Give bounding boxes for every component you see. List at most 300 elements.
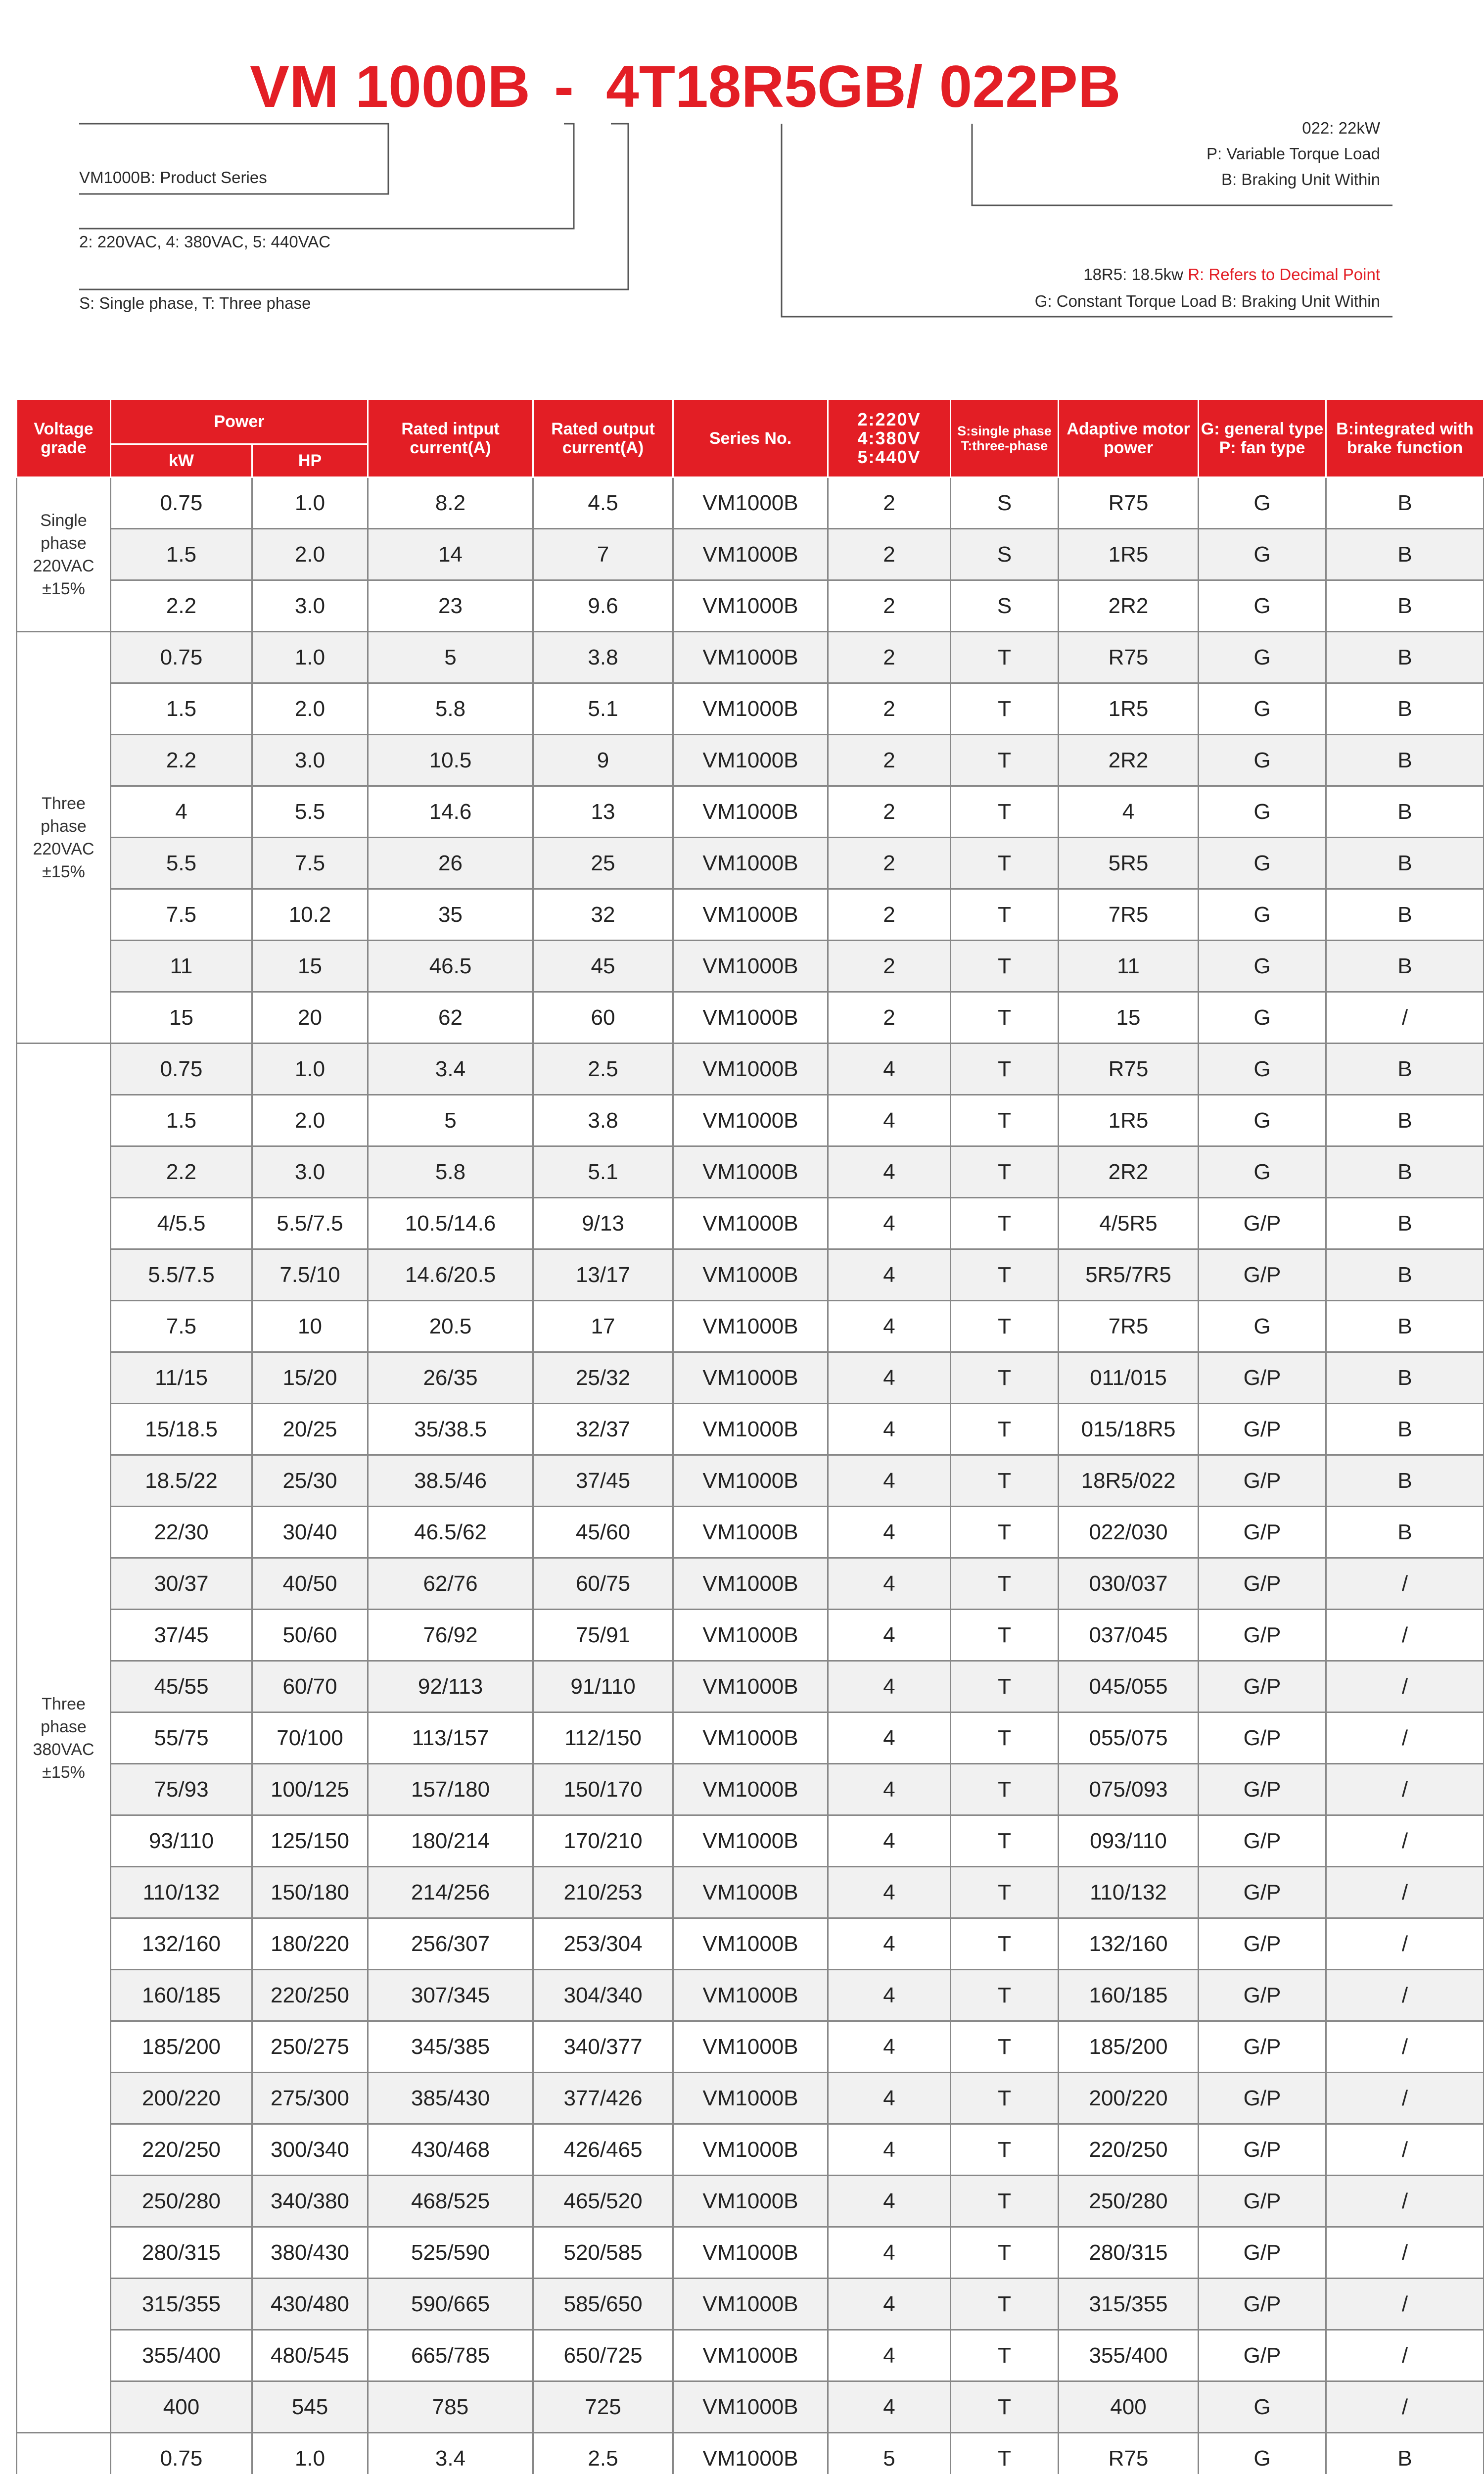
cell-voltage-code: 4 <box>828 1507 951 1558</box>
cell-input-current: 3.4 <box>368 2433 533 2474</box>
cell-hp: 220/250 <box>252 1970 368 2021</box>
cell-phase-code: T <box>951 1661 1059 1713</box>
table-row <box>17 838 1484 889</box>
cell-brake: / <box>1326 1610 1484 1661</box>
cell-brake: / <box>1326 2381 1484 2433</box>
cell-brake: / <box>1326 2279 1484 2330</box>
cell-motor-power: 355/400 <box>1059 2330 1199 2381</box>
cell-hp: 380/430 <box>252 2227 368 2279</box>
cell-voltage-code: 5 <box>828 2433 951 2474</box>
cell-kw: 15/18.5 <box>111 1404 252 1455</box>
cell-output-current: 650/725 <box>533 2330 673 2381</box>
cell-motor-power: 093/110 <box>1059 1815 1199 1867</box>
cell-hp: 7.5 <box>252 838 368 889</box>
voltage-grade-cell: Three phase 220VAC ±15% <box>17 632 111 1044</box>
cell-kw: 75/93 <box>111 1764 252 1815</box>
cell-kw: 5.5 <box>111 838 252 889</box>
cell-brake: B <box>1326 580 1484 632</box>
cell-kw: 355/400 <box>111 2330 252 2381</box>
cell-motor-power: 5R5/7R5 <box>1059 1249 1199 1301</box>
cell-type: G/P <box>1199 1198 1326 1249</box>
note-decimal-point: R: Refers to Decimal Point <box>1188 265 1380 284</box>
cell-type: G/P <box>1199 2227 1326 2279</box>
cell-phase-code: T <box>951 2021 1059 2073</box>
cell-brake: / <box>1326 2176 1484 2227</box>
cell-series: VM1000B <box>673 2176 828 2227</box>
cell-kw: 0.75 <box>111 1044 252 1095</box>
cell-kw: 55/75 <box>111 1713 252 1764</box>
cell-brake: B <box>1326 735 1484 786</box>
cell-kw: 2.2 <box>111 1146 252 1198</box>
cell-phase-code: T <box>951 1044 1059 1095</box>
cell-output-current: 3.8 <box>533 632 673 683</box>
cell-type: G/P <box>1199 1558 1326 1610</box>
cell-input-current: 5 <box>368 1095 533 1146</box>
cell-kw: 0.75 <box>111 2433 252 2474</box>
cell-motor-power: R75 <box>1059 477 1199 529</box>
cell-hp: 5.5/7.5 <box>252 1198 368 1249</box>
cell-hp: 100/125 <box>252 1764 368 1815</box>
cell-motor-power: R75 <box>1059 1044 1199 1095</box>
cell-motor-power: 110/132 <box>1059 1867 1199 1918</box>
cell-series: VM1000B <box>673 786 828 838</box>
cell-brake: / <box>1326 2227 1484 2279</box>
cell-voltage-code: 2 <box>828 735 951 786</box>
cell-hp: 15 <box>252 941 368 992</box>
cell-voltage-code: 2 <box>828 992 951 1044</box>
cell-kw: 15 <box>111 992 252 1044</box>
cell-hp: 480/545 <box>252 2330 368 2381</box>
cell-kw: 200/220 <box>111 2073 252 2124</box>
cell-hp: 1.0 <box>252 2433 368 2474</box>
cell-brake: B <box>1326 941 1484 992</box>
table-row <box>17 529 1484 580</box>
cell-hp: 40/50 <box>252 1558 368 1610</box>
cell-phase-code: T <box>951 2227 1059 2279</box>
cell-series: VM1000B <box>673 2330 828 2381</box>
cell-phase-code: T <box>951 1867 1059 1918</box>
cell-input-current: 307/345 <box>368 1970 533 2021</box>
cell-phase-code: T <box>951 992 1059 1044</box>
note-motor-load: G: Constant Torque Load B: Braking Unit Within <box>1034 292 1380 310</box>
cell-input-current: 35/38.5 <box>368 1404 533 1455</box>
cell-type: G/P <box>1199 2073 1326 2124</box>
cell-motor-power: 4/5R5 <box>1059 1198 1199 1249</box>
cell-input-current: 665/785 <box>368 2330 533 2381</box>
cell-hp: 70/100 <box>252 1713 368 1764</box>
cell-hp: 3.0 <box>252 1146 368 1198</box>
cell-hp: 300/340 <box>252 2124 368 2176</box>
cell-series: VM1000B <box>673 1095 828 1146</box>
cell-output-current: 32 <box>533 889 673 941</box>
cell-phase-code: S <box>951 529 1059 580</box>
cell-brake: B <box>1326 1507 1484 1558</box>
cell-type: G <box>1199 477 1326 529</box>
cell-motor-power: 7R5 <box>1059 889 1199 941</box>
cell-type: G/P <box>1199 1764 1326 1815</box>
note-phase: S: Single phase, T: Three phase <box>79 294 311 312</box>
cell-input-current: 92/113 <box>368 1661 533 1713</box>
cell-input-current: 785 <box>368 2381 533 2433</box>
cell-voltage-code: 4 <box>828 1301 951 1352</box>
table-row <box>17 2124 1484 2176</box>
cell-voltage-code: 4 <box>828 1249 951 1301</box>
cell-output-current: 60/75 <box>533 1558 673 1610</box>
cell-kw: 0.75 <box>111 477 252 529</box>
cell-kw: 132/160 <box>111 1918 252 1970</box>
cell-kw: 18.5/22 <box>111 1455 252 1507</box>
cell-type: G <box>1199 1301 1326 1352</box>
cell-hp: 180/220 <box>252 1918 368 1970</box>
cell-phase-code: T <box>951 1198 1059 1249</box>
model-code-dash: - <box>554 53 574 120</box>
cell-motor-power: 18R5/022 <box>1059 1455 1199 1507</box>
note-motor-power-prefix: 18R5: 18.5kw <box>1083 265 1184 284</box>
header-input-current: Rated intput current(A) <box>368 399 533 477</box>
cell-series: VM1000B <box>673 1610 828 1661</box>
cell-series: VM1000B <box>673 2381 828 2433</box>
table-row <box>17 2227 1484 2279</box>
cell-kw: 185/200 <box>111 2021 252 2073</box>
cell-output-current: 9/13 <box>533 1198 673 1249</box>
cell-voltage-code: 4 <box>828 1352 951 1404</box>
cell-output-current: 17 <box>533 1301 673 1352</box>
cell-brake: / <box>1326 1661 1484 1713</box>
cell-type: G <box>1199 683 1326 735</box>
cell-input-current: 38.5/46 <box>368 1455 533 1507</box>
cell-motor-power: 015/18R5 <box>1059 1404 1199 1455</box>
cell-motor-power: 2R2 <box>1059 735 1199 786</box>
cell-hp: 20/25 <box>252 1404 368 1455</box>
cell-voltage-code: 4 <box>828 1558 951 1610</box>
cell-input-current: 468/525 <box>368 2176 533 2227</box>
cell-motor-power: 037/045 <box>1059 1610 1199 1661</box>
table-row <box>17 1764 1484 1815</box>
cell-brake: / <box>1326 1558 1484 1610</box>
table-row <box>17 1301 1484 1352</box>
cell-motor-power: 250/280 <box>1059 2176 1199 2227</box>
cell-phase-code: S <box>951 580 1059 632</box>
cell-type: G/P <box>1199 2124 1326 2176</box>
cell-phase-code: T <box>951 1815 1059 1867</box>
header-series: Series No. <box>673 399 828 477</box>
cell-input-current: 5.8 <box>368 683 533 735</box>
table-row <box>17 786 1484 838</box>
cell-hp: 125/150 <box>252 1815 368 1867</box>
cell-type: G/P <box>1199 1918 1326 1970</box>
table-row <box>17 2176 1484 2227</box>
cell-voltage-code: 4 <box>828 2330 951 2381</box>
cell-kw: 315/355 <box>111 2279 252 2330</box>
table-row <box>17 1918 1484 1970</box>
cell-hp: 1.0 <box>252 632 368 683</box>
cell-voltage-code: 2 <box>828 477 951 529</box>
table-row <box>17 580 1484 632</box>
cell-brake: / <box>1326 2073 1484 2124</box>
cell-phase-code: T <box>951 889 1059 941</box>
cell-brake: B <box>1326 1198 1484 1249</box>
cell-input-current: 3.4 <box>368 1044 533 1095</box>
table-row <box>17 2279 1484 2330</box>
cell-series: VM1000B <box>673 1044 828 1095</box>
cell-output-current: 45 <box>533 941 673 992</box>
cell-voltage-code: 4 <box>828 2381 951 2433</box>
cell-input-current: 10.5/14.6 <box>368 1198 533 1249</box>
cell-output-current: 3.8 <box>533 1095 673 1146</box>
cell-phase-code: T <box>951 2176 1059 2227</box>
cell-kw: 2.2 <box>111 735 252 786</box>
cell-type: G/P <box>1199 1507 1326 1558</box>
cell-hp: 10 <box>252 1301 368 1352</box>
cell-input-current: 14 <box>368 529 533 580</box>
cell-output-current: 725 <box>533 2381 673 2433</box>
cell-brake: B <box>1326 889 1484 941</box>
cell-phase-code: T <box>951 632 1059 683</box>
cell-brake: B <box>1326 632 1484 683</box>
cell-series: VM1000B <box>673 941 828 992</box>
cell-phase-code: T <box>951 1301 1059 1352</box>
cell-voltage-code: 4 <box>828 1044 951 1095</box>
cell-kw: 160/185 <box>111 1970 252 2021</box>
cell-motor-power: 022/030 <box>1059 1507 1199 1558</box>
cell-input-current: 14.6 <box>368 786 533 838</box>
cell-voltage-code: 2 <box>828 683 951 735</box>
cell-input-current: 157/180 <box>368 1764 533 1815</box>
header-hp: HP <box>252 444 368 477</box>
cell-input-current: 46.5/62 <box>368 1507 533 1558</box>
cell-brake: B <box>1326 477 1484 529</box>
cell-hp: 150/180 <box>252 1867 368 1918</box>
cell-series: VM1000B <box>673 1815 828 1867</box>
cell-kw: 11 <box>111 941 252 992</box>
cell-motor-power: 7R5 <box>1059 1301 1199 1352</box>
voltage-grade-cell: Three phase 380VAC ±15% <box>17 1044 111 2433</box>
cell-series: VM1000B <box>673 2124 828 2176</box>
table-row <box>17 477 1484 529</box>
cell-type: G <box>1199 2381 1326 2433</box>
cell-output-current: 585/650 <box>533 2279 673 2330</box>
cell-series: VM1000B <box>673 2227 828 2279</box>
cell-input-current: 35 <box>368 889 533 941</box>
cell-brake: / <box>1326 1713 1484 1764</box>
cell-phase-code: T <box>951 1558 1059 1610</box>
model-code-suffix: 4T18R5GB/ 022PB <box>606 53 1121 120</box>
cell-input-current: 20.5 <box>368 1301 533 1352</box>
cell-kw: 45/55 <box>111 1661 252 1713</box>
phase-connector <box>79 124 628 289</box>
cell-phase-code: T <box>951 1764 1059 1815</box>
cell-type: G/P <box>1199 2330 1326 2381</box>
cell-input-current: 256/307 <box>368 1918 533 1970</box>
cell-motor-power: 5R5 <box>1059 838 1199 889</box>
cell-kw: 1.5 <box>111 1095 252 1146</box>
cell-hp: 1.0 <box>252 1044 368 1095</box>
cell-series: VM1000B <box>673 1713 828 1764</box>
cell-output-current: 112/150 <box>533 1713 673 1764</box>
cell-output-current: 32/37 <box>533 1404 673 1455</box>
cell-motor-power: 2R2 <box>1059 580 1199 632</box>
header-voltage-code: 2:220V 4:380V 5:440V <box>828 399 951 477</box>
cell-type: G/P <box>1199 1713 1326 1764</box>
cell-motor-power: 075/093 <box>1059 1764 1199 1815</box>
cell-brake: / <box>1326 992 1484 1044</box>
cell-phase-code: T <box>951 786 1059 838</box>
cell-hp: 340/380 <box>252 2176 368 2227</box>
cell-motor-power: 2R2 <box>1059 1146 1199 1198</box>
table-row <box>17 1970 1484 2021</box>
cell-brake: B <box>1326 1301 1484 1352</box>
cell-series: VM1000B <box>673 1507 828 1558</box>
cell-series: VM1000B <box>673 1558 828 1610</box>
cell-series: VM1000B <box>673 1970 828 2021</box>
table-row <box>17 1815 1484 1867</box>
cell-brake: B <box>1326 838 1484 889</box>
cell-kw: 250/280 <box>111 2176 252 2227</box>
cell-phase-code: T <box>951 2124 1059 2176</box>
cell-output-current: 2.5 <box>533 2433 673 2474</box>
cell-input-current: 76/92 <box>368 1610 533 1661</box>
cell-series: VM1000B <box>673 1249 828 1301</box>
cell-voltage-code: 4 <box>828 2021 951 2073</box>
table-row <box>17 1507 1484 1558</box>
cell-hp: 20 <box>252 992 368 1044</box>
table-row <box>17 735 1484 786</box>
cell-output-current: 2.5 <box>533 1044 673 1095</box>
cell-output-current: 340/377 <box>533 2021 673 2073</box>
cell-type: G/P <box>1199 2279 1326 2330</box>
cell-output-current: 37/45 <box>533 1455 673 1507</box>
cell-phase-code: T <box>951 838 1059 889</box>
cell-type: G <box>1199 529 1326 580</box>
cell-input-current: 5 <box>368 632 533 683</box>
cell-brake: B <box>1326 1249 1484 1301</box>
cell-hp: 545 <box>252 2381 368 2433</box>
spec-table-body <box>17 477 1484 2474</box>
cell-voltage-code: 2 <box>828 632 951 683</box>
cell-brake: / <box>1326 1867 1484 1918</box>
cell-phase-code: T <box>951 1455 1059 1507</box>
cell-kw: 7.5 <box>111 889 252 941</box>
cell-series: VM1000B <box>673 1146 828 1198</box>
cell-motor-power: 132/160 <box>1059 1918 1199 1970</box>
cell-type: G/P <box>1199 1404 1326 1455</box>
cell-output-current: 426/465 <box>533 2124 673 2176</box>
cell-hp: 50/60 <box>252 1610 368 1661</box>
note-motor-power <box>1083 264 1380 285</box>
cell-input-current: 46.5 <box>368 941 533 992</box>
cell-series: VM1000B <box>673 1404 828 1455</box>
table-row <box>17 889 1484 941</box>
cell-kw: 400 <box>111 2381 252 2433</box>
cell-phase-code: T <box>951 1610 1059 1661</box>
cell-output-current: 91/110 <box>533 1661 673 1713</box>
cell-series: VM1000B <box>673 683 828 735</box>
cell-series: VM1000B <box>673 889 828 941</box>
cell-voltage-code: 4 <box>828 2176 951 2227</box>
cell-kw: 30/37 <box>111 1558 252 1610</box>
cell-brake: B <box>1326 2433 1484 2474</box>
header-motor-power: Adaptive motor power <box>1059 399 1199 477</box>
cell-output-current: 4.5 <box>533 477 673 529</box>
cell-motor-power: 055/075 <box>1059 1713 1199 1764</box>
cell-kw: 93/110 <box>111 1815 252 1867</box>
cell-voltage-code: 4 <box>828 1918 951 1970</box>
cell-voltage-code: 4 <box>828 1455 951 1507</box>
cell-brake: / <box>1326 1970 1484 2021</box>
cell-type: G/P <box>1199 2176 1326 2227</box>
header-output-current: Rated output current(A) <box>533 399 673 477</box>
cell-input-current: 26 <box>368 838 533 889</box>
cell-type: G/P <box>1199 1867 1326 1918</box>
cell-series: VM1000B <box>673 632 828 683</box>
note-product-series: VM1000B: Product Series <box>79 168 267 187</box>
cell-voltage-code: 2 <box>828 786 951 838</box>
cell-series: VM1000B <box>673 1198 828 1249</box>
cell-brake: / <box>1326 1815 1484 1867</box>
cell-motor-power: 200/220 <box>1059 2073 1199 2124</box>
cell-output-current: 5.1 <box>533 1146 673 1198</box>
cell-type: G <box>1199 1146 1326 1198</box>
table-row <box>17 2021 1484 2073</box>
cell-brake: / <box>1326 2021 1484 2073</box>
cell-motor-power: 15 <box>1059 992 1199 1044</box>
cell-output-current: 170/210 <box>533 1815 673 1867</box>
table-row <box>17 1198 1484 1249</box>
table-row <box>17 941 1484 992</box>
cell-input-current: 26/35 <box>368 1352 533 1404</box>
note-brake-load: P: Variable Torque Load <box>1206 144 1380 163</box>
cell-kw: 1.5 <box>111 529 252 580</box>
cell-phase-code: T <box>951 1507 1059 1558</box>
cell-series: VM1000B <box>673 735 828 786</box>
cell-motor-power: 011/015 <box>1059 1352 1199 1404</box>
cell-type: G/P <box>1199 1352 1326 1404</box>
cell-hp: 2.0 <box>252 1095 368 1146</box>
cell-input-current: 180/214 <box>368 1815 533 1867</box>
cell-voltage-code: 4 <box>828 1198 951 1249</box>
cell-type: G <box>1199 889 1326 941</box>
cell-brake: B <box>1326 786 1484 838</box>
cell-hp: 1.0 <box>252 477 368 529</box>
cell-input-current: 430/468 <box>368 2124 533 2176</box>
header-type: G: general type P: fan type <box>1199 399 1326 477</box>
cell-output-current: 304/340 <box>533 1970 673 2021</box>
table-row <box>17 2330 1484 2381</box>
cell-phase-code: T <box>951 1404 1059 1455</box>
cell-voltage-code: 2 <box>828 889 951 941</box>
cell-series: VM1000B <box>673 838 828 889</box>
cell-hp: 275/300 <box>252 2073 368 2124</box>
cell-output-current: 150/170 <box>533 1764 673 1815</box>
cell-motor-power: 315/355 <box>1059 2279 1199 2330</box>
voltage-grade-cell: Single phase 220VAC ±15% <box>17 477 111 632</box>
cell-motor-power: R75 <box>1059 2433 1199 2474</box>
header-kw: kW <box>111 444 252 477</box>
cell-phase-code: T <box>951 1970 1059 2021</box>
cell-kw: 110/132 <box>111 1867 252 1918</box>
cell-type: G/P <box>1199 1970 1326 2021</box>
spec-table <box>16 398 1484 2474</box>
cell-motor-power: 030/037 <box>1059 1558 1199 1610</box>
cell-input-current: 345/385 <box>368 2021 533 2073</box>
cell-voltage-code: 4 <box>828 2279 951 2330</box>
cell-voltage-code: 4 <box>828 1095 951 1146</box>
note-brake-unit: B: Braking Unit Within <box>1221 170 1380 189</box>
header-power: Power <box>111 399 368 444</box>
cell-kw: 2.2 <box>111 580 252 632</box>
cell-output-current: 75/91 <box>533 1610 673 1661</box>
cell-kw: 37/45 <box>111 1610 252 1661</box>
